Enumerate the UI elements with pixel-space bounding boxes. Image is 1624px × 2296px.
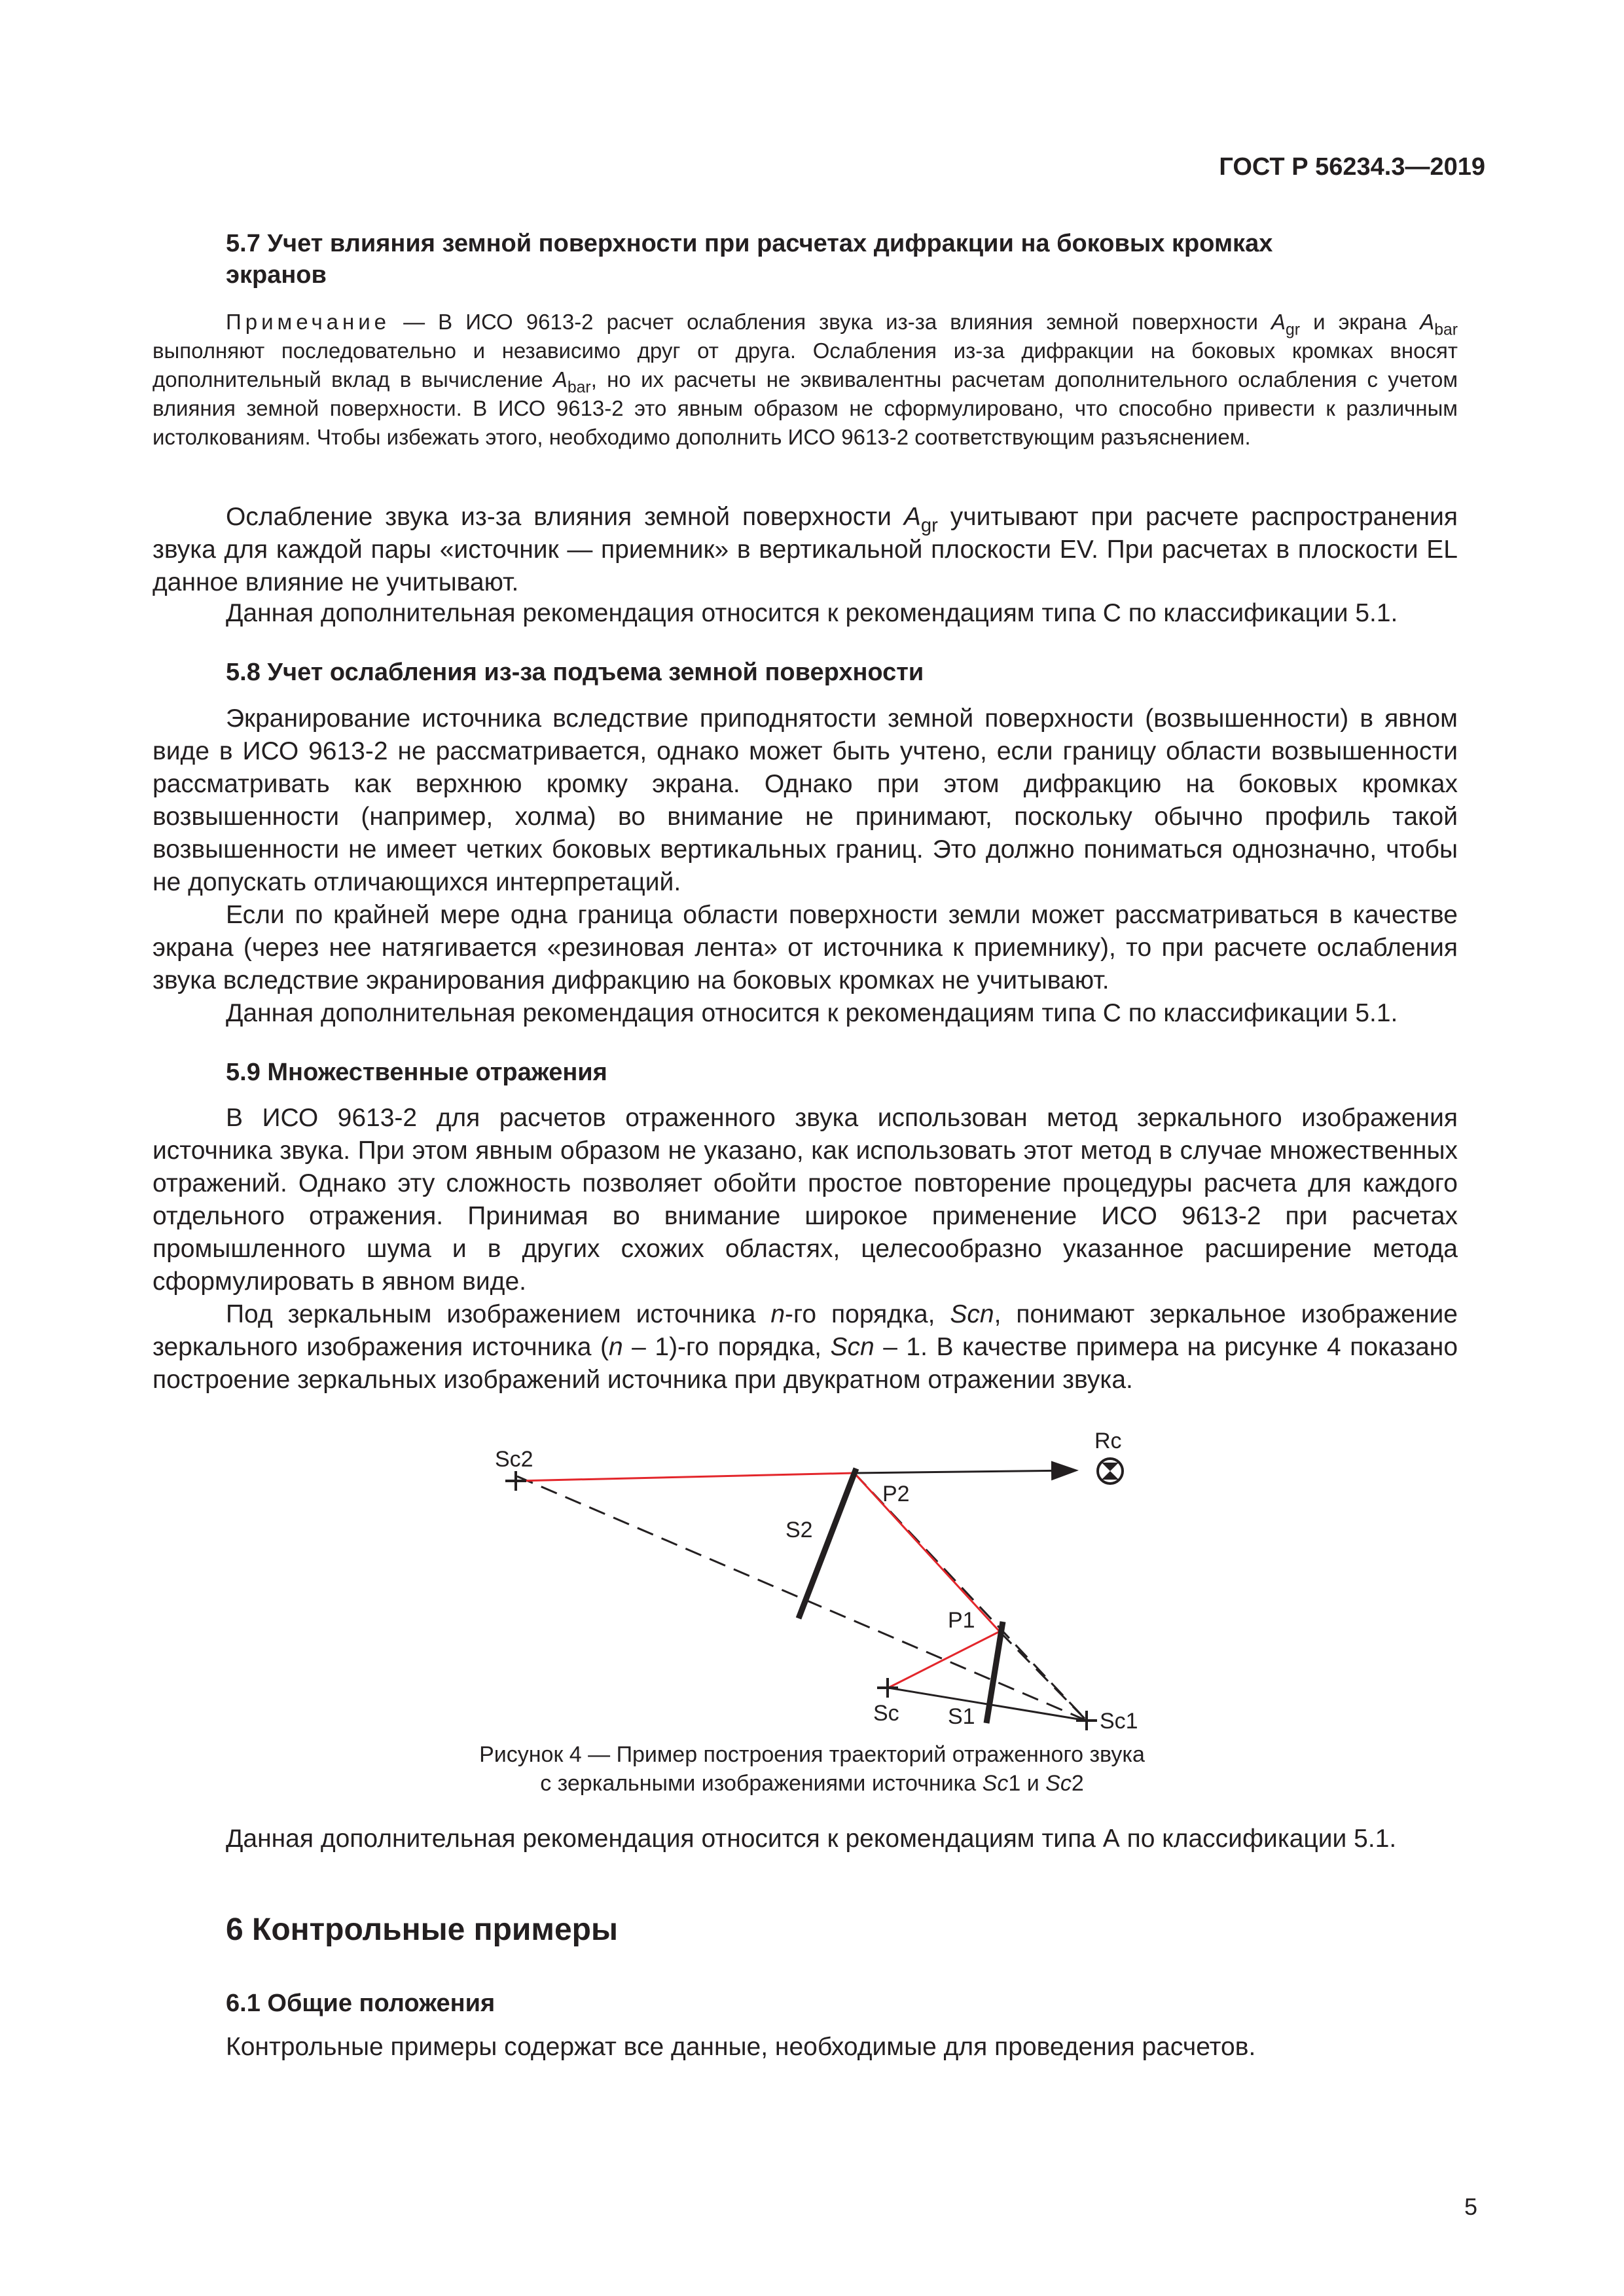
arrow-to-receiver	[854, 1470, 1075, 1473]
paragraph-5-7-1: Ослабление звука из-за влияния земной поверхности $A_{gr}$ учитывают при расчете распространения звука для каждой пары «источник — приемник» в вертикальной плоскости EV. При расчетах в плоскости EL данное влияние не учитывают.	[153, 503, 1458, 596]
document-code: ГОСТ Р 56234.3—2019	[1219, 153, 1485, 181]
dashed-line-sc2-sc1	[517, 1476, 1087, 1721]
label-p2: P2	[882, 1482, 910, 1506]
ray-p2-p1	[854, 1473, 1000, 1631]
figure-4-caption: Рисунок 4 — Пример построения траекторий отраженного звука с зеркальными изображениями источника Sc1 и Sc2	[479, 1742, 1145, 1796]
note-5-7: Примечание — В ИСО 9613-2 расчет ослабления звука из-за влияния земной поверхности $A_{gr}$ и экрана $A_{bar}$ выполняют последовательно и независимо друг от друга. Ослабления из-за дифракции на боковых кромках вносят дополнительный вклад в вычисление $A_{bar}$, но их расчеты не эквивалентны расчетам дополнительного ослабления с учетом влияния земной поверхности. В ИСО 9613-2 это явным образом не сформулировано, что способно привести к различным истолкованиям. Чтобы избежать этого, необходимо дополнить ИСО 9613-2 соответствующим разъяснением.	[153, 310, 1458, 449]
label-s2: S2	[785, 1518, 813, 1542]
section-5-9-heading: 5.9 Множественные отражения	[226, 1059, 607, 1086]
label-sc: Sc	[873, 1701, 899, 1726]
dashed-line-p1-sc1	[1000, 1631, 1087, 1721]
label-sc1: Sc1	[1100, 1709, 1138, 1734]
paragraph-5-9-1: В ИСО 9613-2 для расчетов отраженного звука использован метод зеркального изображения источника звука. При этом явным образом не указано, как использовать этот метод в случае множественных отражений. Однако эту сложность позволяет обойти простое повторение процедуры расчета для каждого отдельного отражения. Принимая во внимание широкое применение ИСО 9613-2 при расчетах промышленного шума и в других схожих областях, целесообразно указанное расширение метода сформулировать в явном виде.	[153, 1104, 1458, 1296]
page-number: 5	[1464, 2193, 1477, 2220]
ray-sc2-p2	[517, 1473, 854, 1481]
section-6-heading: 6 Контрольные примеры	[226, 1912, 618, 1947]
paragraph-5-7-2: Данная дополнительная рекомендация относится к рекомендациям типа С по классификации 5.1.	[226, 599, 1398, 627]
label-rc: Rc	[1094, 1429, 1122, 1453]
source-sc-mark	[877, 1678, 898, 1698]
paragraph-5-8-1: Экранирование источника вследствие приподнятости земной поверхности (возвышенности) в явном виде в ИСО 9613-2 не рассматривается, однако может быть учтено, если границу области возвышенности рассматривать как верхнюю кромку экрана. Однако при этом дифракцию на боковых кромках возвышенности (например, холма) во внимание не принимают, поскольку обычно профиль такой возвышенности не имеет четких боковых вертикальных границ. Это должно пониматься однозначно, чтобы не допускать отличающихся интерпретаций.	[153, 704, 1458, 896]
paragraph-5-8-2: Если по крайней мере одна граница области поверхности земли может рассматриваться в качестве экрана (через нее натягивается «резиновая лента» от источника к приемнику), то при расчете ослабления звука вследствие экранирования дифракцию на боковых кромках не учитывают.	[153, 901, 1458, 994]
paragraph-6-1: Контрольные примеры содержат все данные, необходимые для проведения расчетов.	[226, 2033, 1256, 2061]
screen-s2	[799, 1468, 856, 1618]
paragraph-5-8-3: Данная дополнительная рекомендация относится к рекомендациям типа С по классификации 5.1.	[226, 999, 1398, 1027]
ray-p1-sc	[888, 1631, 1000, 1688]
source-sc2-mark	[505, 1471, 526, 1491]
label-p1: P1	[948, 1608, 975, 1633]
section-6-1-heading: 6.1 Общие положения	[226, 1990, 496, 2017]
receiver-rc-icon	[1098, 1459, 1123, 1484]
section-5-7-heading: 5.7 Учет влияния земной поверхности при расчетах дифракции на боковых кромках экранов	[226, 230, 1273, 289]
paragraph-after-figure: Данная дополнительная рекомендация относится к рекомендациям типа А по классификации 5.1.	[226, 1825, 1397, 1853]
label-s1: S1	[948, 1704, 975, 1729]
section-5-8-heading: 5.8 Учет ослабления из-за подъема земной поверхности	[226, 659, 924, 686]
note-label: Примечание	[226, 310, 391, 334]
label-sc2: Sc2	[495, 1447, 533, 1472]
paragraph-5-9-2: Под зеркальным изображением источника n-го порядка, Scn, понимают зеркальное изображение зеркального изображения источника (n – 1)-го порядка, Scn – 1. В качестве примера на рисунке 4 показано построение зеркальных изображений источника при двукратном отражении звука.	[153, 1300, 1458, 1394]
